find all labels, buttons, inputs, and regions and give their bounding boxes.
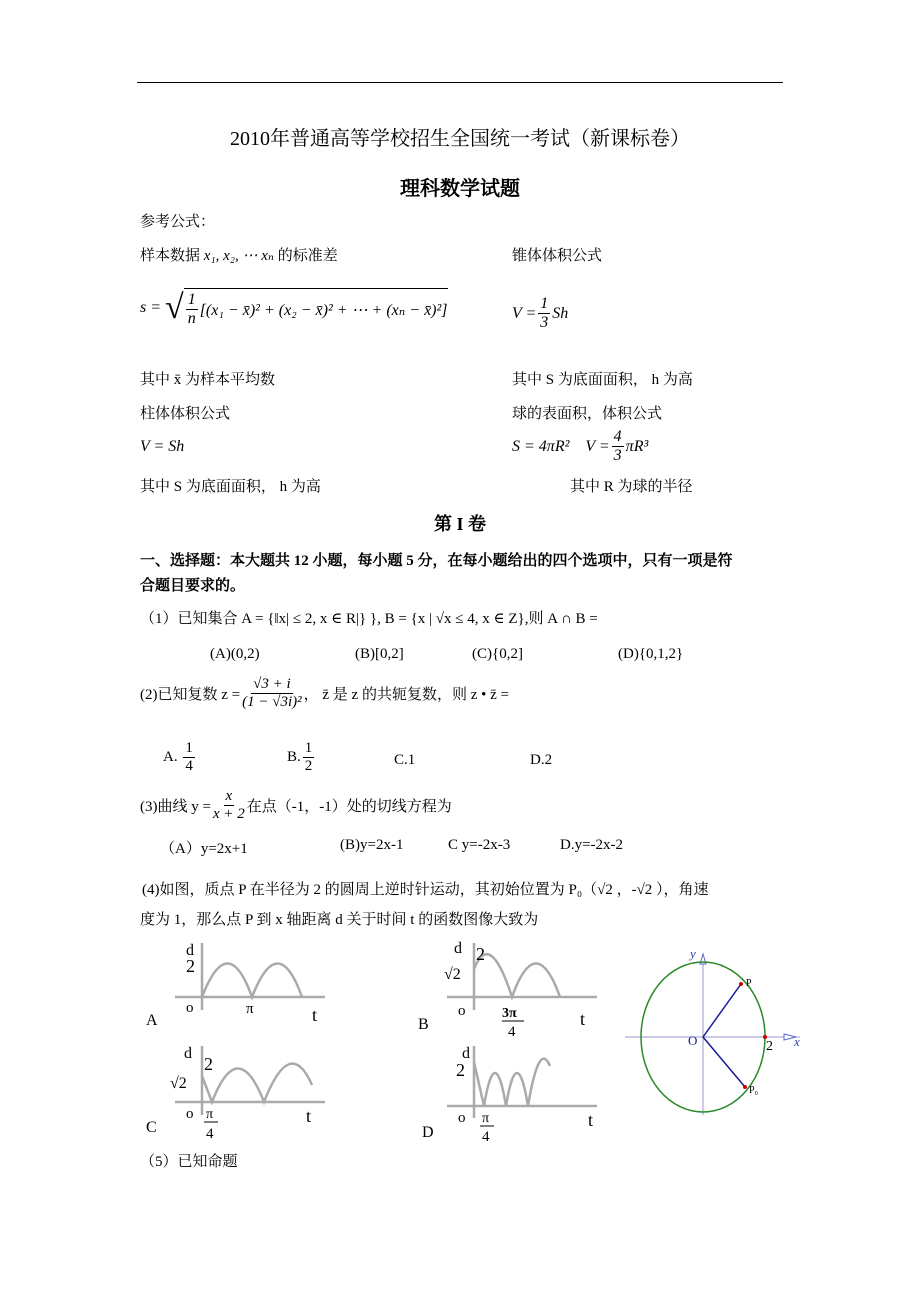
label-radius: 2 [766, 1039, 773, 1054]
label-t: t [306, 1106, 312, 1126]
label-d: d [184, 1045, 192, 1062]
text: (3)曲线 y = [140, 799, 211, 816]
q2-stem [140, 676, 509, 712]
text: 2 [304, 758, 313, 775]
text: x + 2 [212, 806, 245, 823]
text: 样本数据 [140, 248, 201, 264]
label-x: x [794, 1034, 800, 1049]
ref-label: 参考公式： [140, 214, 216, 230]
sphere-formula [512, 428, 648, 466]
page-subtitle: 理科数学试题 [400, 178, 520, 200]
label-tick-den: 4 [206, 1126, 214, 1142]
point-p0 [743, 1085, 747, 1089]
label-d-option: D [422, 1124, 434, 1141]
q1-option-b: (B)[0,2] [355, 646, 404, 662]
q4-stem-cont: 度为 1，那么点 P 到 x 轴距离 d 关于时间 t 的函数图像大致为 [140, 912, 539, 928]
label-t: t [312, 1005, 318, 1025]
text: x [224, 788, 235, 806]
q3-option-d: D.y=-2x-2 [560, 837, 624, 853]
text: s = [140, 299, 162, 317]
page-title: 2010年普通高等学校招生全国统一考试（新课标卷） [230, 128, 690, 150]
q3-option-a: （A）y=2x+1 [160, 841, 248, 857]
point-p [739, 982, 743, 986]
label-t: t [588, 1110, 594, 1130]
label-max: 2 [186, 956, 195, 976]
label-d: d [462, 1045, 470, 1062]
label-d: d [186, 942, 194, 959]
cone-note: 其中 S 为底面面积， h 为高 [512, 372, 693, 388]
q2-option-a [163, 740, 197, 776]
text: S = 4πR² [512, 437, 570, 455]
unit-circle-figure [620, 940, 810, 1115]
q3-option-c: C y=-2x-3 [448, 837, 511, 853]
label-max: 2 [204, 1054, 213, 1074]
graph-c [140, 1040, 340, 1150]
mean-note: 其中 x̄ 为样本平均数 [140, 372, 276, 388]
cone-label: 锥体体积公式 [512, 248, 603, 264]
label-t: t [580, 1009, 586, 1029]
label-tick-num: 3π [502, 1006, 517, 1021]
label-max: 2 [476, 944, 485, 964]
label-sqrt2: √2 [444, 966, 461, 983]
radius-op [703, 984, 741, 1037]
q3-stem [140, 788, 452, 824]
label-y: y [690, 946, 696, 961]
text: 的标准差 [277, 248, 338, 264]
q1-stem: （1）已知集合 A = {‖x| ≤ 2, x ∈ R|} }, B = {x | √x ≤ 4, x ∈ Z},则 A ∩ B = [140, 611, 598, 627]
graph-d [412, 1040, 612, 1150]
q1-option-a: (A)(0,2) [210, 646, 260, 662]
q4-stem: (4)如图，质点 P 在半径为 2 的圆周上逆时针运动，其初始位置为 P₀（√2 ，-√2 ），角速 [142, 882, 709, 898]
text: 在点（-1，-1）处的切线方程为 [246, 799, 452, 816]
cone-formula [512, 295, 568, 333]
text: 4 [612, 428, 624, 447]
label-tick-num: π [206, 1107, 214, 1122]
text: 4 [185, 758, 193, 775]
label-a: A [146, 1012, 158, 1029]
curve [474, 1059, 550, 1106]
text: 1 [303, 740, 315, 758]
text: x₁, x₂, ⋯ xₙ [203, 248, 274, 264]
text: n [187, 310, 196, 328]
text: 1 [538, 295, 550, 314]
q2-option-c: C.1 [394, 752, 416, 768]
prism-formula: V = Sh [140, 438, 185, 455]
text: 3 [540, 314, 549, 332]
text: B. [287, 749, 301, 766]
text: V = [585, 437, 610, 455]
label-tick-den: 4 [508, 1024, 516, 1040]
label-tick-num: π [482, 1111, 490, 1126]
text: (2)已知复数 z = [140, 687, 241, 704]
label-p0: P₀ [749, 1085, 759, 1096]
text: Sh [552, 304, 569, 322]
q2-option-b [287, 740, 316, 776]
text: πR³ [625, 437, 649, 455]
q1-option-d: (D){0,1,2} [618, 646, 684, 662]
text: √3 + i [251, 676, 293, 694]
text: V = [512, 304, 537, 322]
section-title: 第 I 卷 [433, 514, 486, 534]
q5-stem: （5）已知命题 [140, 1154, 238, 1170]
label-o: o [186, 1000, 194, 1016]
label-o: o [458, 1003, 466, 1019]
text: A. [163, 749, 178, 766]
curve [202, 1064, 312, 1102]
label-tick: π [246, 1001, 254, 1017]
q1-option-c: (C){0,2] [472, 646, 523, 662]
q2-option-d: D.2 [530, 752, 553, 768]
curve [202, 964, 302, 998]
text: [(x₁ − x̄)² + (x₂ − x̄)² + ⋯ + (xₙ − x̄)²] [199, 301, 448, 319]
prism-label: 柱体体积公式 [140, 406, 231, 422]
text: ， z̄ 是 z 的共轭复数，则 z • z̄ = [303, 687, 509, 704]
std-formula [140, 288, 448, 329]
sphere-label: 球的表面积，体积公式 [512, 406, 663, 422]
label-d: d [454, 940, 462, 957]
text: 1 [183, 740, 195, 758]
label-origin: O [688, 1033, 698, 1048]
sqrt-icon: √ [165, 289, 184, 327]
graph-b [412, 935, 612, 1045]
text: 3 [613, 447, 622, 465]
instructions: 一、选择题：本大题共 12 小题，每小题 5 分，在每小题给出的四个选项中，只有一项是符 [140, 553, 733, 569]
label-tick-den: 4 [482, 1129, 490, 1145]
label-c: C [146, 1119, 157, 1136]
graph-a [140, 935, 340, 1035]
curve [474, 954, 560, 997]
label-max: 2 [456, 1060, 465, 1080]
sphere-note: 其中 R 为球的半径 [570, 479, 693, 495]
label-o: o [186, 1106, 194, 1122]
label-b: B [418, 1016, 429, 1033]
text: 1 [186, 291, 198, 310]
text: (1 − √3i)² [242, 694, 302, 711]
radius-op0 [703, 1037, 745, 1087]
std-label [140, 244, 338, 265]
top-rule [137, 82, 783, 83]
label-p: P [746, 978, 752, 989]
prism-note: 其中 S 为底面面积， h 为高 [140, 479, 321, 495]
q3-option-b: (B)y=2x-1 [340, 837, 404, 853]
label-o: o [458, 1110, 466, 1126]
instructions-cont: 合题目要求的。 [140, 578, 246, 594]
label-sqrt2: √2 [170, 1075, 187, 1092]
